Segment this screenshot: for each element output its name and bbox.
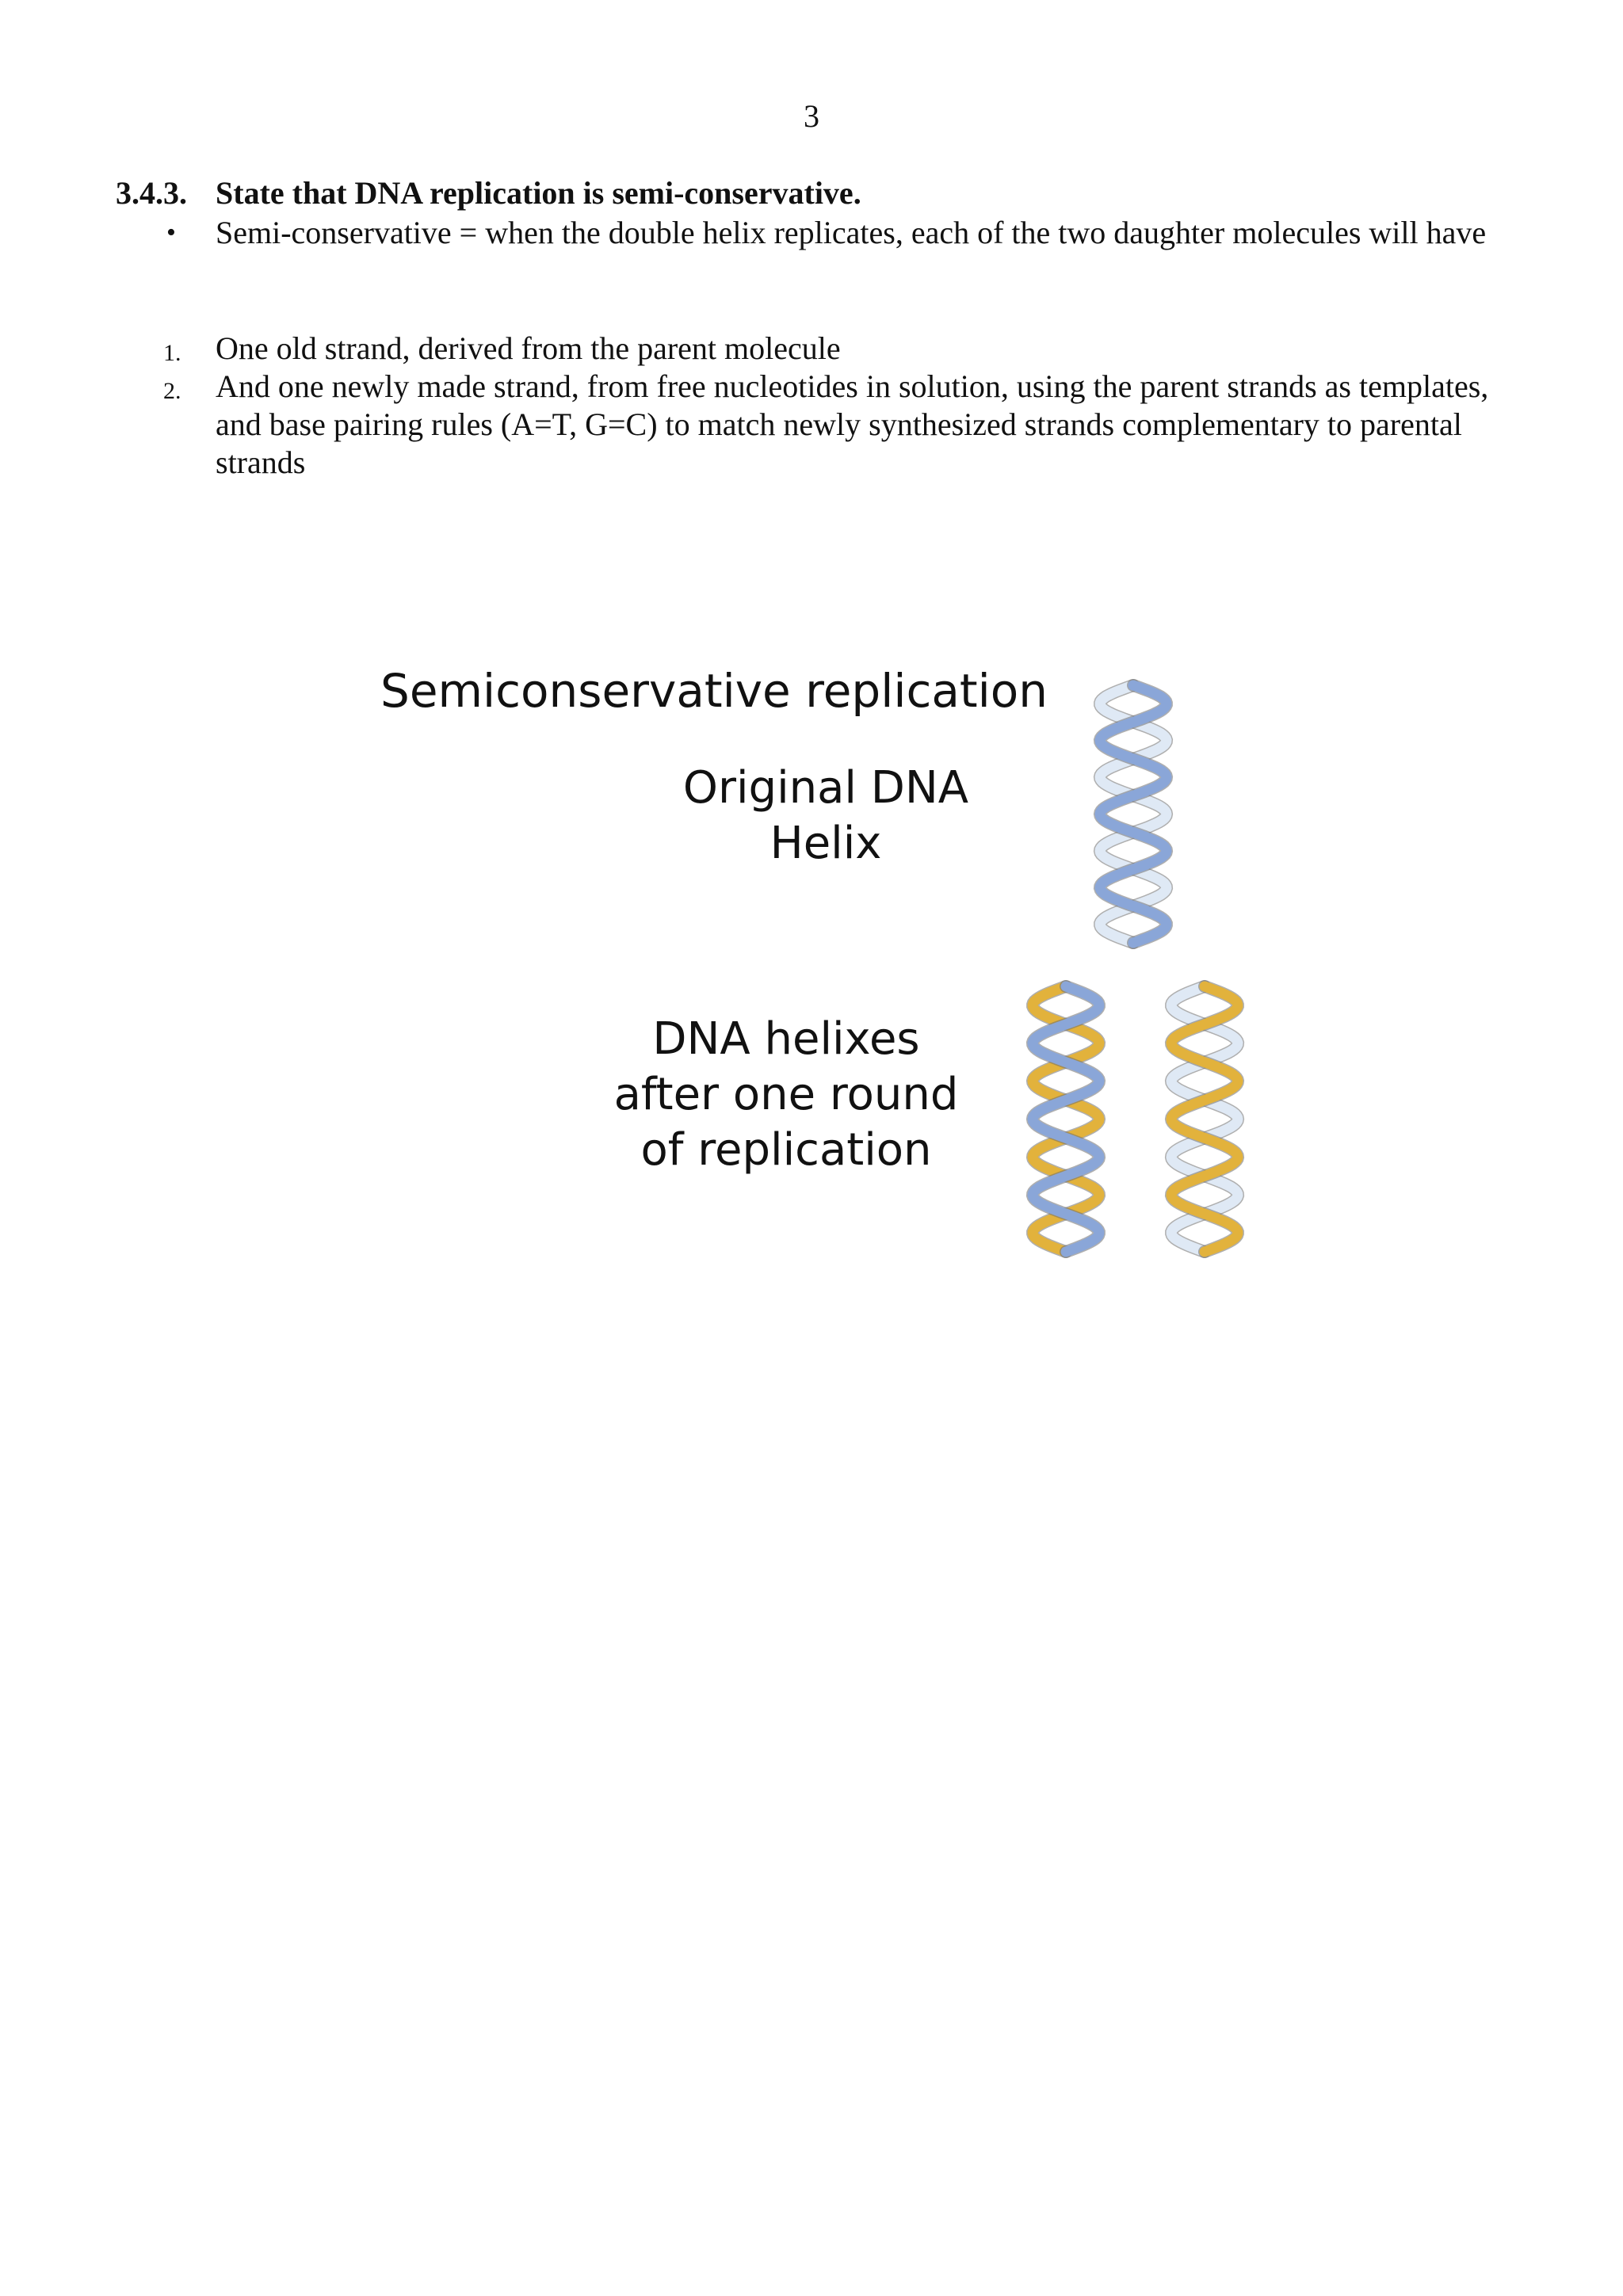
after-label-line-3: of replication <box>640 1124 932 1176</box>
list-marker-1: 1. <box>163 340 181 366</box>
after-label-line-1: DNA helixes <box>652 1013 920 1065</box>
original-label-line-2: Helix <box>769 818 882 869</box>
list-text-1: One old strand, derived from the parent molecule <box>216 330 841 366</box>
section-heading <box>116 174 1542 212</box>
list-text-2: And one newly made strand, from free nucleotides in solution, using the parent strands as templates, and base pairing rules (A=T, G=C) to match newly synthesized strands complementary to parental strands <box>216 368 1489 480</box>
section-title: State that DNA replication is semi-conservative. <box>216 175 861 211</box>
after-label-line-2: after one round <box>613 1069 959 1120</box>
daughter-dna-helix-2 <box>1171 986 1238 1252</box>
page-number: 3 <box>804 98 819 134</box>
figure-title: Semiconservative replication <box>380 664 1048 718</box>
list-marker-2: 2. <box>163 378 181 404</box>
original-dna-helix <box>1100 685 1167 943</box>
original-label-line-1: Original DNA <box>682 762 969 814</box>
bullet-marker: • <box>166 218 176 247</box>
replication-figure <box>333 634 1323 1283</box>
bullet-text: Semi-conservative = when the double helix replicates, each of the two daughter molecules will have <box>216 215 1487 250</box>
replication-diagram <box>333 634 1323 1283</box>
section-number: 3.4.3. <box>116 175 187 211</box>
daughter-dna-helix-1 <box>1033 986 1099 1252</box>
